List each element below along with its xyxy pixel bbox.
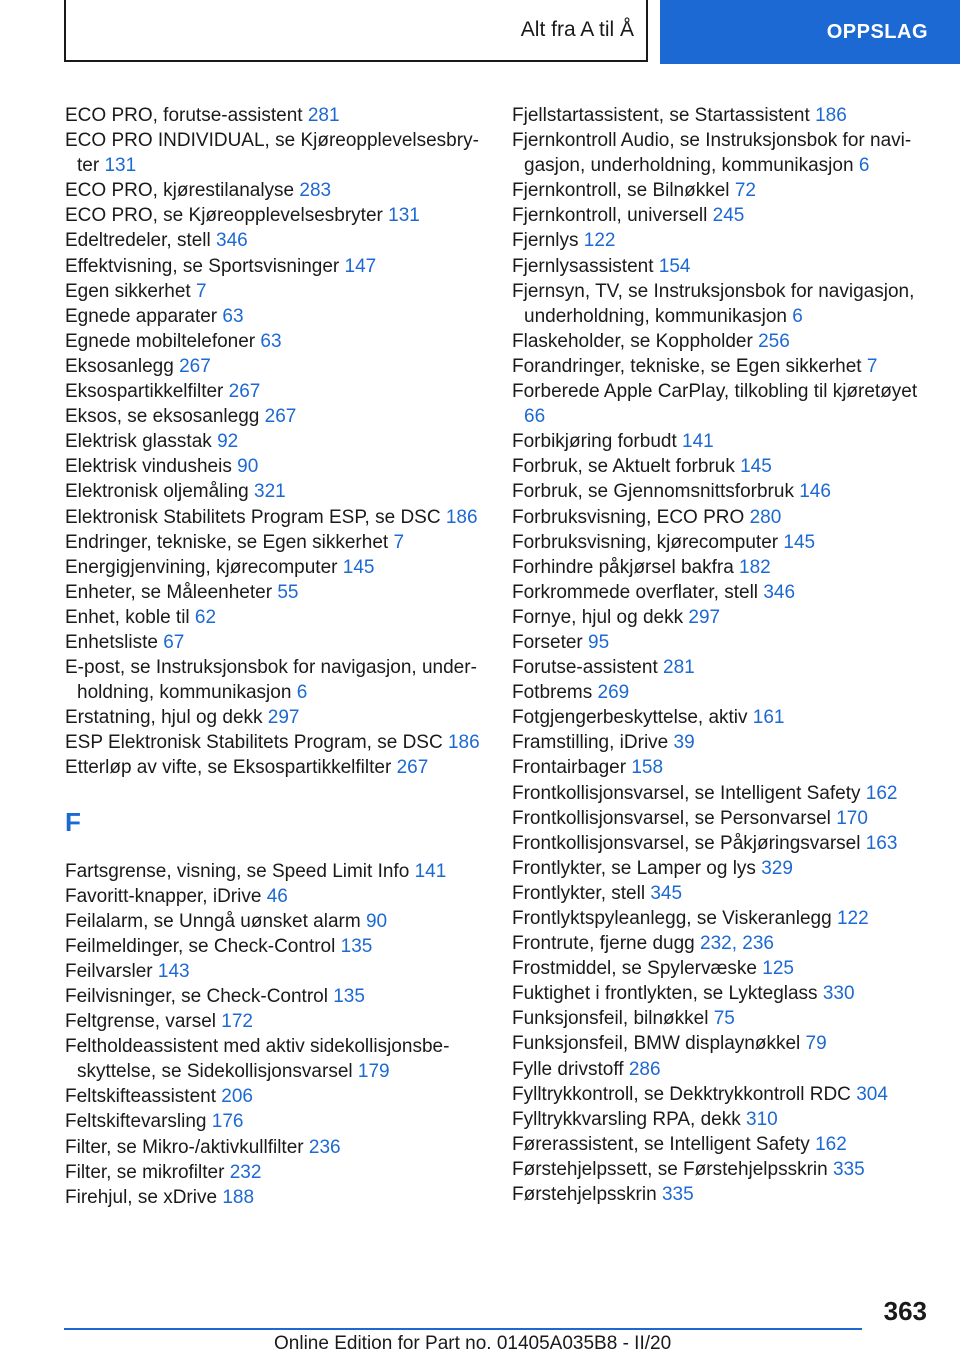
index-entry bbox=[65, 254, 485, 279]
index-entry-text: Forandringer, tekniske, se Egen sikkerhet bbox=[512, 355, 862, 377]
index-entry-page-link[interactable]: 145 bbox=[740, 456, 772, 478]
index-entry-text: ECO PRO, kjørestilanalyse bbox=[65, 180, 295, 202]
index-entry bbox=[512, 680, 922, 705]
index-entry-page-link[interactable]: 122 bbox=[583, 230, 616, 252]
index-entry-page-link[interactable]: 297 bbox=[267, 707, 300, 729]
index-entry bbox=[512, 1157, 922, 1182]
index-entry-page-link[interactable]: 335 bbox=[832, 1158, 865, 1180]
index-group-f bbox=[65, 859, 485, 1210]
index-entry-page-link[interactable]: 245 bbox=[712, 205, 745, 227]
index-entry-page-link[interactable]: 188 bbox=[222, 1186, 255, 1208]
index-entry-page-link[interactable]: 186 bbox=[445, 506, 478, 528]
index-entry bbox=[65, 1160, 485, 1185]
index-group-e bbox=[65, 103, 485, 781]
index-entry bbox=[512, 379, 922, 429]
index-entry-text: Forseter bbox=[512, 631, 583, 653]
index-entry bbox=[65, 859, 485, 884]
index-entry-text: Fjernlysassistent bbox=[512, 255, 654, 277]
index-entry-page-link[interactable]: 146 bbox=[799, 481, 831, 503]
index-entry-page-link[interactable]: 90 bbox=[237, 456, 259, 478]
index-entry-text: Egnede mobiltelefoner bbox=[65, 330, 256, 352]
index-entry-text: Frontlykter, se Lamper og lys bbox=[512, 857, 756, 879]
index-entry-text: Frontkollisjonsvarsel, se Personvarsel bbox=[512, 807, 831, 829]
header-tab[interactable] bbox=[660, 0, 960, 64]
index-entry-page-link[interactable]: 186 bbox=[447, 732, 480, 754]
index-entry-page-link[interactable]: 95 bbox=[588, 631, 610, 653]
index-entry-text: Elektrisk glasstak bbox=[65, 431, 212, 453]
index-entry-page-link[interactable]: 72 bbox=[734, 180, 756, 202]
index-entry-page-link[interactable]: 232 bbox=[229, 1161, 262, 1183]
index-entry bbox=[65, 959, 485, 984]
index-entry-page-link[interactable]: 141 bbox=[414, 860, 447, 882]
index-entry-page-link[interactable]: 135 bbox=[340, 935, 373, 957]
index-entry-text: Fjernkontroll, universell bbox=[512, 205, 708, 227]
index-entry-text: Førstehjelpssett, se Førstehjelpsskrin bbox=[512, 1158, 828, 1180]
index-entry-text: Feltskifteassistent bbox=[65, 1086, 216, 1108]
index-entry bbox=[512, 956, 922, 981]
index-entry-page-link[interactable]: 346 bbox=[216, 230, 248, 252]
index-entry-page-link[interactable]: 122 bbox=[836, 908, 869, 929]
index-entry bbox=[65, 580, 485, 605]
index-entry-text: Framstilling, iDrive bbox=[512, 732, 669, 754]
index-entry-text: Forkrommede overflater, stell bbox=[512, 581, 759, 603]
index-entry bbox=[65, 429, 485, 454]
index-entry-page-link[interactable]: 186 bbox=[815, 105, 847, 126]
index-entry-text: Egnede apparater bbox=[65, 305, 218, 327]
index-entry bbox=[512, 1006, 922, 1031]
index-entry-page-link[interactable]: 176 bbox=[211, 1111, 244, 1133]
index-entry bbox=[512, 203, 922, 228]
index-entry-text: Frontrute, fjerne dugg bbox=[512, 933, 695, 955]
index-entry-text: Firehjul, se xDrive bbox=[65, 1186, 218, 1208]
index-entry-text: Eksos, se eksosanlegg bbox=[65, 406, 260, 428]
index-entry bbox=[65, 505, 485, 530]
index-entry bbox=[65, 304, 485, 329]
index-entry-page-link[interactable]: 147 bbox=[344, 255, 377, 277]
index-entry bbox=[512, 881, 922, 906]
index-entry bbox=[512, 1107, 922, 1132]
index-entry-page-link[interactable]: 125 bbox=[762, 958, 794, 980]
index-entry bbox=[512, 1057, 922, 1082]
index-entry bbox=[65, 884, 485, 909]
index-entry bbox=[512, 981, 922, 1006]
index-entry-text: Frontlyktspyleanlegg, se Viskeranlegg bbox=[512, 908, 832, 929]
index-entry-page-link[interactable]: 310 bbox=[746, 1108, 778, 1130]
index-entry bbox=[65, 984, 485, 1009]
index-entry bbox=[512, 429, 922, 454]
index-entry-page-link[interactable]: 281 bbox=[307, 105, 340, 126]
index-entry-page-link[interactable]: 145 bbox=[342, 556, 375, 578]
index-entry-page-link[interactable]: 63 bbox=[260, 330, 282, 352]
index-entry-text: Feilmeldinger, se Check-Control bbox=[65, 935, 336, 957]
index-entry-text: Forhindre påkjørsel bakfra bbox=[512, 556, 734, 578]
index-entry-page-link[interactable]: 162 bbox=[815, 1133, 847, 1155]
index-entry-page-link[interactable]: 75 bbox=[713, 1008, 735, 1030]
header-section-box bbox=[64, 0, 648, 62]
index-entry-page-link[interactable]: 141 bbox=[682, 431, 714, 453]
index-entry-text: Forbruksvisning, kjørecomputer bbox=[512, 531, 779, 553]
index-entry-text: Feltholdeassistent med aktiv sidekollisjonsbeskyttelse, se Sidekollisjonsvarsel bbox=[65, 1036, 450, 1083]
index-entry-page-link[interactable]: 163 bbox=[865, 832, 898, 854]
index-entry-page-link[interactable]: 170 bbox=[836, 807, 868, 829]
index-entry-text: Fjernkontroll Audio, se Instruksjonsbok for navigasjon, underholdning, kommunikasjon bbox=[512, 130, 912, 177]
index-entry bbox=[512, 454, 922, 479]
index-entry bbox=[512, 279, 922, 329]
page-number: 363 bbox=[883, 1296, 927, 1326]
index-entry-text: Fotgjengerbeskyttelse, aktiv bbox=[512, 707, 748, 729]
index-entry-page-link[interactable]: 297 bbox=[688, 606, 721, 628]
index-entry-text: Feilvisninger, se Check-Control bbox=[65, 986, 328, 1007]
index-entry-text: Filter, se Mikro-/aktivkullfilter bbox=[65, 1136, 304, 1158]
index-entry-page-link[interactable]: 161 bbox=[752, 707, 785, 729]
index-entry-page-link[interactable]: 281 bbox=[663, 657, 695, 679]
index-entry-page-link[interactable]: 92 bbox=[217, 431, 239, 453]
index-entry-text: Feilalarm, se Unngå uønsket alarm bbox=[65, 910, 361, 932]
index-entry-text: Fylle drivstoff bbox=[512, 1058, 624, 1080]
index-entry-page-link[interactable]: 172 bbox=[221, 1011, 253, 1033]
index-entry-page-link[interactable]: 154 bbox=[658, 255, 691, 277]
index-entry-text: Enhetsliste bbox=[65, 631, 158, 653]
index-entry-text: Etterløp av vifte, se Eksospartikkelfilter bbox=[65, 757, 392, 779]
index-entry-text: Forbikjøring forbudt bbox=[512, 431, 677, 453]
index-entry-text: Favoritt-knapper, iDrive bbox=[65, 885, 262, 907]
index-entry bbox=[512, 1132, 922, 1157]
index-entry-page-link[interactable]: 7 bbox=[195, 280, 207, 302]
index-entry-page-link[interactable]: 179 bbox=[357, 1061, 390, 1083]
index-entry-text: Edeltredeler, stell bbox=[65, 230, 211, 252]
index-entry-text: Forbruk, se Gjennomsnittsforbruk bbox=[512, 481, 794, 503]
index-entry-text: Eksospartikkelfilter bbox=[65, 381, 224, 403]
index-entry-page-link[interactable]: 330 bbox=[822, 983, 855, 1005]
index-entry bbox=[512, 103, 922, 128]
footer-edition-text: Online Edition for Part no. 01405A035B8 - II/20 bbox=[274, 1333, 672, 1354]
index-entry-page-link[interactable]: 131 bbox=[104, 155, 137, 177]
index-entry bbox=[65, 454, 485, 479]
index-entry-page-link[interactable]: 256 bbox=[758, 330, 790, 352]
index-entry-text: Frontkollisjonsvarsel, se Påkjøringsvarsel bbox=[512, 832, 861, 854]
index-entry bbox=[512, 931, 922, 956]
index-entry-page-link[interactable]: 321 bbox=[254, 481, 286, 503]
index-group-f-continued bbox=[512, 103, 922, 1207]
index-entry bbox=[65, 404, 485, 429]
index-entry-page-link[interactable]: 346 bbox=[763, 581, 796, 603]
index-entry-text: ECO PRO, se Kjøreopplevelsesbryter bbox=[65, 205, 383, 227]
index-entry-page-link[interactable]: 63 bbox=[222, 305, 244, 327]
index-entry-text: Førerassistent, se Intelligent Safety bbox=[512, 1133, 810, 1155]
index-entry-page-link[interactable]: 6 bbox=[296, 682, 308, 704]
index-entry-page-link[interactable]: 329 bbox=[761, 857, 793, 879]
index-entry bbox=[512, 178, 922, 203]
index-entry bbox=[512, 254, 922, 279]
index-entry-page-link[interactable]: 79 bbox=[805, 1033, 827, 1055]
index-entry-text: Erstatning, hjul og dekk bbox=[65, 707, 263, 729]
index-entry-text: Feltgrense, varsel bbox=[65, 1011, 217, 1033]
index-entry-text: Filter, se mikrofilter bbox=[65, 1161, 225, 1183]
footer-divider bbox=[64, 1328, 862, 1330]
index-entry-page-link[interactable]: 143 bbox=[157, 960, 190, 982]
index-entry-text: Elektronisk oljemåling bbox=[65, 481, 249, 503]
index-entry-text: Feilvarsler bbox=[65, 960, 153, 982]
index-entry bbox=[65, 1185, 485, 1210]
index-entry-page-link[interactable]: 267 bbox=[179, 355, 211, 377]
header-tab-label: OPPSLAG bbox=[826, 20, 928, 43]
index-entry bbox=[65, 329, 485, 354]
index-entry-page-link[interactable]: 131 bbox=[388, 205, 420, 227]
index-entry-text: Fjernkontroll, se Bilnøkkel bbox=[512, 180, 730, 202]
index-entry bbox=[65, 1084, 485, 1109]
index-entry bbox=[65, 1009, 485, 1034]
index-entry bbox=[65, 1135, 485, 1160]
index-entry-text: Elektronisk Stabilitets Program ESP, se DSC bbox=[65, 506, 441, 528]
index-entry-text: Flaskeholder, se Koppholder bbox=[512, 330, 753, 352]
index-entry bbox=[65, 1109, 485, 1134]
index-entry-page-link[interactable]: 269 bbox=[597, 682, 630, 704]
index-entry bbox=[65, 655, 485, 705]
index-entry-page-link[interactable]: 66 bbox=[524, 406, 546, 428]
index-entry-page-link[interactable]: 67 bbox=[163, 631, 185, 653]
index-entry-page-link[interactable]: 6 bbox=[792, 305, 803, 327]
index-entry bbox=[65, 630, 485, 655]
index-entry-text: Elektrisk vindusheis bbox=[65, 456, 232, 478]
index-entry bbox=[512, 856, 922, 881]
index-entry bbox=[512, 530, 922, 555]
index-entry bbox=[512, 705, 922, 730]
index-entry-page-link[interactable]: 280 bbox=[749, 506, 782, 528]
index-entry-text: ECO PRO INDIVIDUAL, se Kjøreopplevelsesbryter bbox=[65, 130, 479, 177]
index-entry-text: Enheter, se Måleenheter bbox=[65, 581, 273, 603]
index-entry-page-link[interactable]: 206 bbox=[221, 1086, 253, 1108]
index-entry bbox=[512, 1031, 922, 1056]
index-entry-text: Frontairbager bbox=[512, 757, 627, 779]
index-column-right bbox=[512, 103, 922, 1207]
index-entry-text: Endringer, tekniske, se Egen sikkerhet bbox=[65, 531, 389, 553]
index-entry bbox=[65, 555, 485, 580]
index-entry-page-link[interactable]: 236 bbox=[308, 1136, 341, 1158]
index-entry-text: Fjernlys bbox=[512, 230, 579, 252]
index-entry bbox=[512, 630, 922, 655]
index-entry-page-link[interactable]: 232, 236 bbox=[700, 933, 774, 955]
index-entry-text: Feltskiftevarsling bbox=[65, 1111, 207, 1133]
index-entry-page-link[interactable]: 286 bbox=[628, 1058, 661, 1080]
index-entry-text: Eksosanlegg bbox=[65, 355, 174, 377]
index-entry bbox=[65, 730, 485, 755]
index-entry bbox=[65, 934, 485, 959]
index-entry-text: Effektvisning, se Sportsvisninger bbox=[65, 255, 340, 277]
index-entry bbox=[512, 329, 922, 354]
index-entry-page-link[interactable]: 335 bbox=[661, 1184, 694, 1206]
index-entry-text: Fotbrems bbox=[512, 682, 593, 704]
index-entry-text: Funksjonsfeil, bilnøkkel bbox=[512, 1008, 709, 1030]
index-column-left bbox=[65, 103, 485, 1210]
index-entry-text: Fylltrykkvarsling RPA, dekk bbox=[512, 1108, 741, 1130]
index-entry-text: Egen sikkerhet bbox=[65, 280, 191, 302]
index-entry-page-link[interactable]: 7 bbox=[393, 531, 405, 553]
index-entry-text: Forbruksvisning, ECO PRO bbox=[512, 506, 745, 528]
index-entry bbox=[65, 103, 485, 128]
index-entry-page-link[interactable]: 345 bbox=[650, 882, 683, 904]
index-entry bbox=[512, 580, 922, 605]
index-entry bbox=[512, 831, 922, 856]
index-entry-page-link[interactable]: 39 bbox=[673, 732, 695, 754]
index-entry-text: Frontlykter, stell bbox=[512, 882, 646, 904]
index-entry-text: Funksjonsfeil, BMW displaynøkkel bbox=[512, 1033, 801, 1055]
index-entry-page-link[interactable]: 6 bbox=[858, 155, 870, 177]
index-entry bbox=[65, 379, 485, 404]
index-entry bbox=[65, 530, 485, 555]
index-entry-page-link[interactable]: 135 bbox=[333, 986, 365, 1007]
index-entry bbox=[65, 178, 485, 203]
index-entry bbox=[65, 354, 485, 379]
header-section-title: Alt fra A til Å bbox=[520, 18, 634, 41]
index-entry bbox=[512, 479, 922, 504]
index-entry bbox=[65, 605, 485, 630]
index-entry bbox=[65, 479, 485, 504]
index-entry-text: Forutse-assistent bbox=[512, 657, 658, 679]
index-entry bbox=[65, 705, 485, 730]
index-entry-text: Fornye, hjul og dekk bbox=[512, 606, 684, 628]
index-entry bbox=[512, 755, 922, 780]
index-entry-text: Enhet, koble til bbox=[65, 606, 190, 628]
index-entry-page-link[interactable]: 158 bbox=[631, 757, 664, 779]
index-entry-page-link[interactable]: 55 bbox=[277, 581, 299, 603]
index-entry-page-link[interactable]: 267 bbox=[396, 757, 429, 779]
index-entry-text: E-post, se Instruksjonsbok for navigasjon, underholdning, kommunikasjon bbox=[65, 657, 477, 704]
index-entry bbox=[65, 279, 485, 304]
index-entry-text: Førstehjelpsskrin bbox=[512, 1184, 657, 1206]
index-entry-text: Forberede Apple CarPlay, tilkobling til kjøretøyet bbox=[512, 381, 918, 403]
index-entry-page-link[interactable]: 90 bbox=[365, 910, 388, 932]
index-entry-page-link[interactable]: 46 bbox=[266, 885, 288, 907]
index-entry bbox=[65, 228, 485, 253]
index-entry-page-link[interactable]: 267 bbox=[228, 381, 261, 403]
index-entry-page-link[interactable]: 182 bbox=[739, 556, 771, 578]
index-entry-text: ESP Elektronisk Stabilitets Program, se DSC bbox=[65, 732, 443, 754]
index-letter-heading: F bbox=[65, 806, 81, 837]
index-entry bbox=[512, 781, 922, 806]
index-entry bbox=[65, 203, 485, 228]
index-entry bbox=[65, 909, 485, 934]
index-entry bbox=[512, 906, 922, 931]
index-entry bbox=[512, 505, 922, 530]
index-entry bbox=[512, 655, 922, 680]
index-entry-text: Fjellstartassistent, se Startassistent bbox=[512, 105, 810, 126]
index-entry-page-link[interactable]: 267 bbox=[264, 406, 297, 428]
index-entry bbox=[512, 354, 922, 379]
index-entry bbox=[512, 806, 922, 831]
index-entry bbox=[512, 128, 922, 178]
index-entry-text: Energigjenvining, kjørecomputer bbox=[65, 556, 338, 578]
index-entry bbox=[512, 605, 922, 630]
index-entry-text: Frostmiddel, se Spylervæske bbox=[512, 958, 757, 980]
index-entry-text: Fuktighet i frontlykten, se Lykteglass bbox=[512, 983, 818, 1005]
index-entry-text: ECO PRO, forutse-assistent bbox=[65, 105, 303, 126]
index-entry-text: Fylltrykkontroll, se Dekktrykkontroll RDC bbox=[512, 1083, 851, 1105]
index-entry-page-link[interactable]: 62 bbox=[194, 606, 217, 628]
index-entry-page-link[interactable]: 145 bbox=[783, 531, 816, 553]
index-entry-page-link[interactable]: 7 bbox=[866, 355, 878, 377]
index-entry bbox=[65, 128, 485, 178]
index-entry bbox=[65, 755, 485, 780]
index-entry-text: Forbruk, se Aktuelt forbruk bbox=[512, 456, 735, 478]
index-entry-text: Fjernsyn, TV, se Instruksjonsbok for navigasjon, underholdning, kommunikasjon bbox=[512, 280, 915, 327]
index-entry-text: Fartsgrense, visning, se Speed Limit Info bbox=[65, 860, 410, 882]
index-entry bbox=[512, 555, 922, 580]
index-entry-page-link[interactable]: 304 bbox=[856, 1083, 888, 1105]
index-entry-text: Frontkollisjonsvarsel, se Intelligent Safety bbox=[512, 782, 861, 804]
index-entry bbox=[512, 730, 922, 755]
index-entry bbox=[65, 1034, 485, 1084]
index-entry-page-link[interactable]: 162 bbox=[865, 782, 898, 804]
index-entry bbox=[512, 1082, 922, 1107]
index-entry bbox=[512, 1182, 922, 1207]
index-entry bbox=[512, 228, 922, 253]
index-entry-page-link[interactable]: 283 bbox=[299, 180, 332, 202]
